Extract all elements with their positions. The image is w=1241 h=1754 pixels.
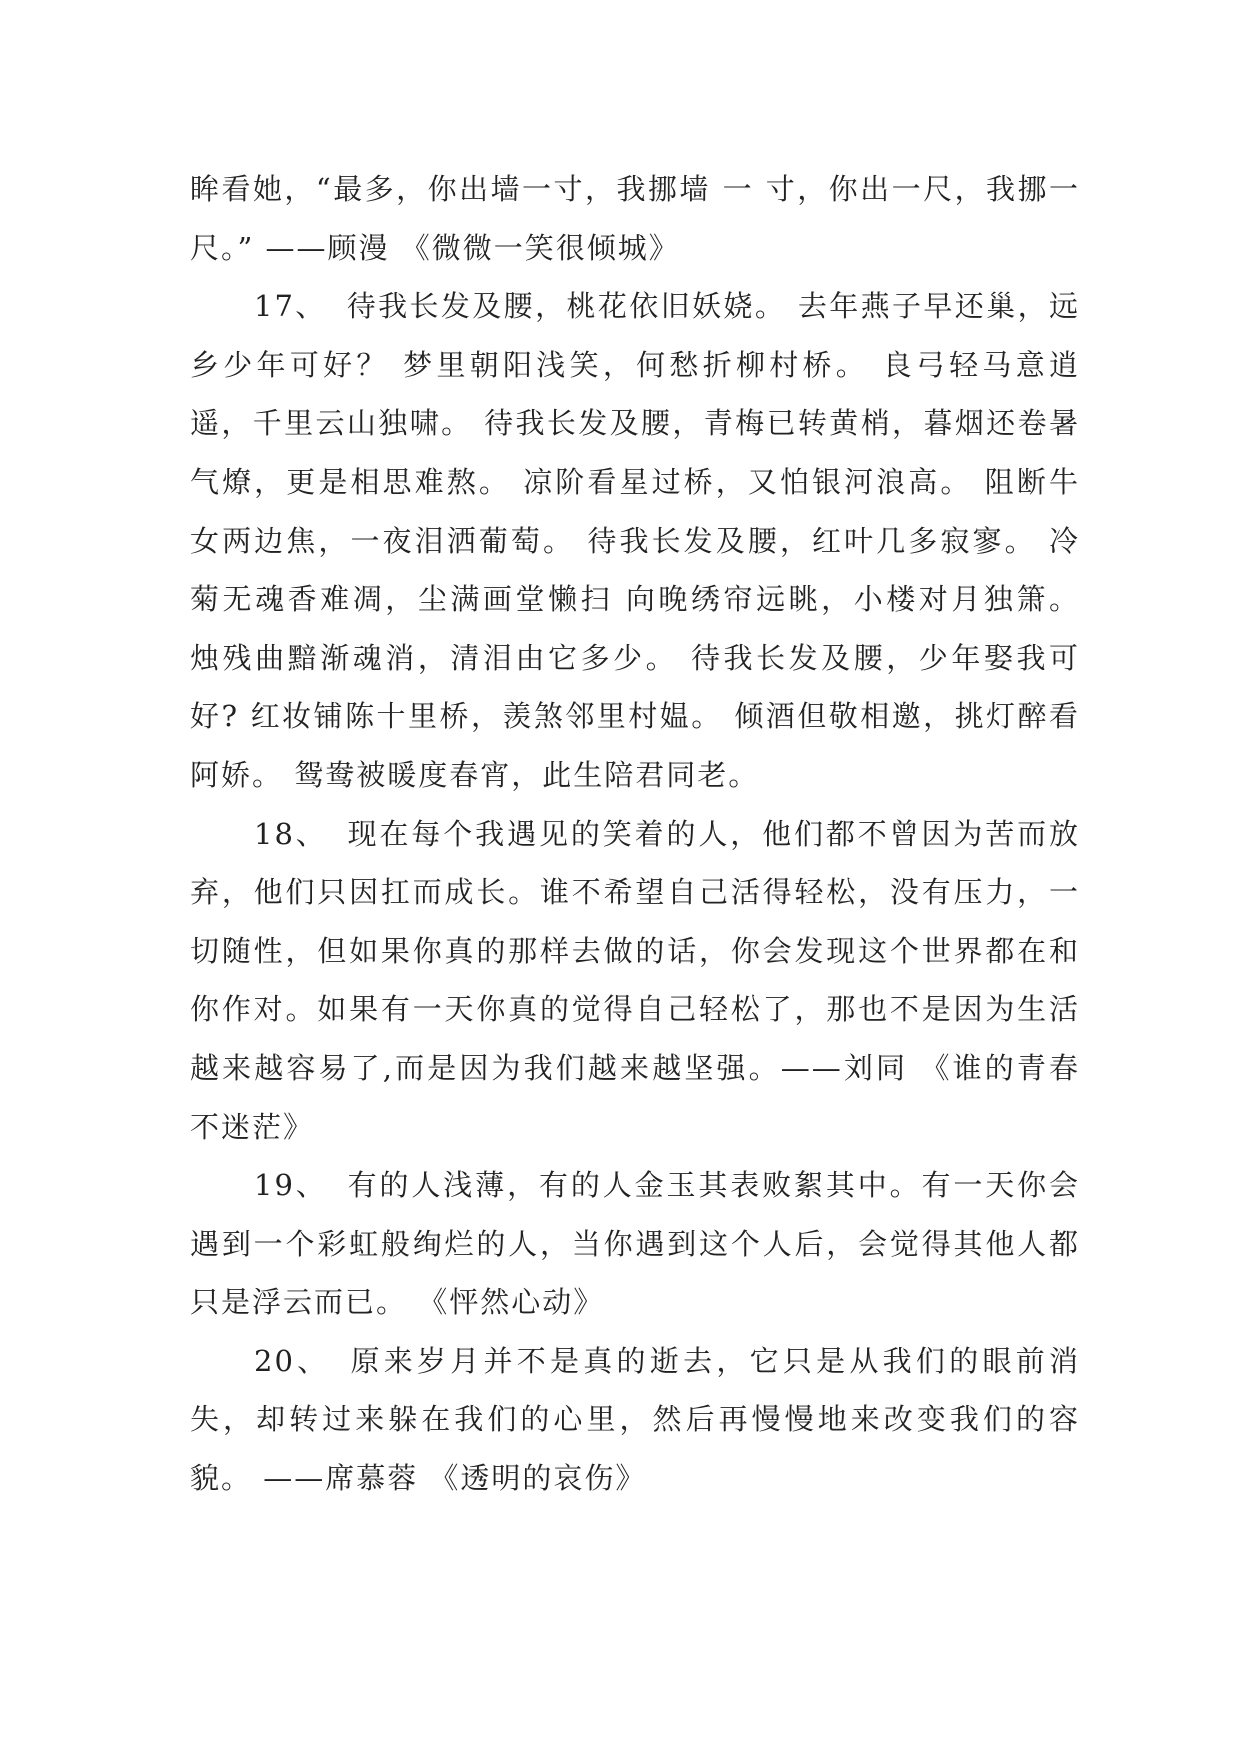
paragraph-number: 17、 bbox=[254, 289, 327, 324]
paragraph-text: 待我长发及腰，桃花依旧妖娆。 去年燕子早还巢，远乡少年可好？ 梦里朝阳浅笑，何愁折柳村桥。 良弓轻马意逍遥，千里云山独啸。 待我长发及腰，青梅已转黄梢，暮烟还卷暑气燎，更是相思难熬。 凉阶看星过桥，又怕银河浪高。 阻断牛女两边焦，一夜泪洒葡萄。 待我长发及腰，红叶几多寂寥。 冷菊无魂香难凋，尘满画堂懒扫 向晚绣帘远眺，小楼对月独箫。 烛残曲黯渐魂消，清泪由它多少。 待我长发及腰，少年娶我可好? 红妆铺陈十里桥，羡煞邻里村媪。 倾酒但敬相邀，挑灯醉看阿娇。 鸳鸯被暖度春宵，此生陪君同老。 bbox=[190, 289, 1080, 792]
paragraph-text: 现在每个我遇见的笑着的人，他们都不曾因为苦而放弃，他们只因扛而成长。谁不希望自己活得轻松，没有压力，一切随性，但如果你真的那样去做的话，你会发现这个世界都在和你作对。如果有一天你真的觉得自己轻松了，那也不是因为生活越来越容易了,而是因为我们越来越坚强。——刘同 《谁的青春不迷茫》 bbox=[190, 816, 1080, 1144]
paragraph-18 bbox=[190, 805, 1080, 1157]
paragraph-text: 有的人浅薄，有的人金玉其表败絮其中。有一天你会遇到一个彩虹般绚烂的人，当你遇到这个人后，会觉得其他人都只是浮云而已。 《怦然心动》 bbox=[190, 1168, 1080, 1320]
paragraph-text: 原来岁月并不是真的逝去，它只是从我们的眼前消失，却转过来躲在我们的心里，然后再慢慢地来改变我们的容貌。 ——席慕蓉 《透明的哀伤》 bbox=[190, 1343, 1080, 1496]
paragraph-number: 20、 bbox=[254, 1343, 331, 1378]
paragraph-16-continuation bbox=[190, 160, 1080, 277]
paragraph-number: 18、 bbox=[254, 816, 328, 851]
paragraph-20 bbox=[190, 1332, 1080, 1508]
paragraph-text: 眸看她，“最多，你出墙一寸，我挪墙 一 寸，你出一尺，我挪一尺。” ——顾漫 《微微一笑很倾城》 bbox=[190, 172, 1080, 265]
paragraph-19 bbox=[190, 1156, 1080, 1332]
paragraph-number: 19、 bbox=[254, 1168, 328, 1203]
paragraph-17 bbox=[190, 277, 1080, 804]
body-text bbox=[190, 160, 1080, 1508]
